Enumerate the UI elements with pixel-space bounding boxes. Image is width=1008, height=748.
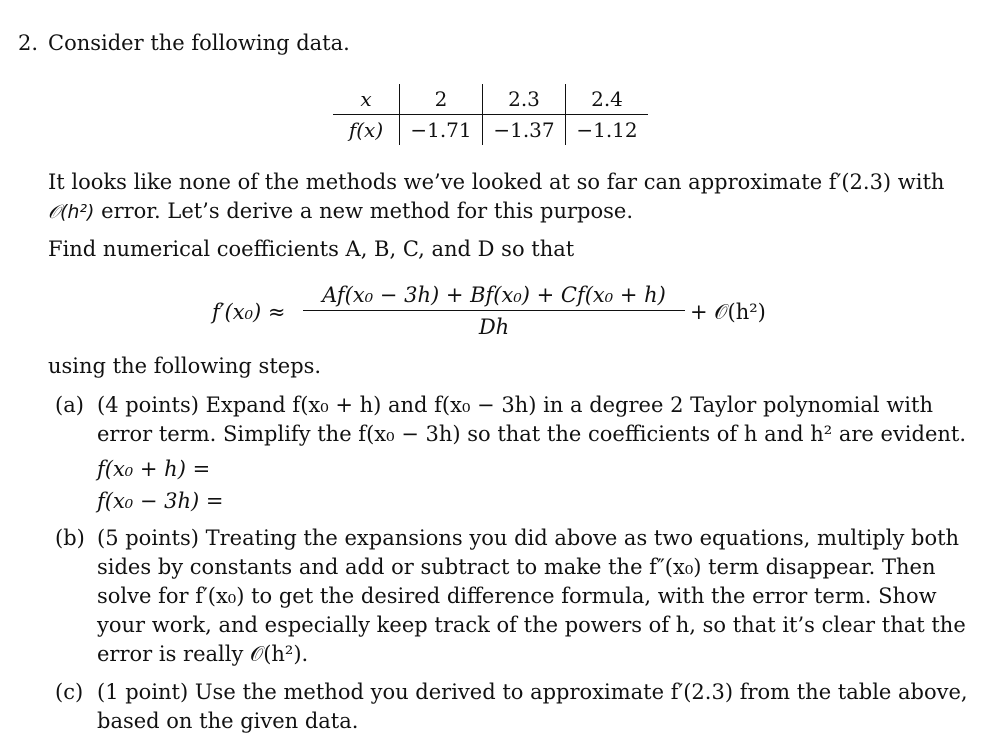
part-a-line: error term. Simplify the f(x₀ − 3h) so that the coefficients of h and h² are evident.: [97, 422, 967, 446]
table-cell: 2.4: [566, 84, 649, 115]
paragraph-line: [48, 197, 633, 227]
table-cell: 2.3: [483, 84, 566, 115]
part-c-line: based on the given data.: [97, 709, 359, 733]
part-b-line: your work, and especially keep track of the powers of h, so that it’s clear that the: [97, 613, 966, 637]
table-row-x: [333, 84, 648, 115]
part-c-line: (1 point) Use the method you derived to approximate f′(2.3) from the table above,: [97, 680, 968, 704]
table-cell: 2: [400, 84, 483, 115]
formula-rhs: + 𝒪(h²): [690, 300, 766, 324]
part-a-line: (4 points) Expand f(x₀ + h) and f(x₀ − 3h) in a degree 2 Taylor polynomial with: [97, 393, 933, 417]
paragraph-text: error. Let’s derive a new method for this purpose.: [94, 199, 634, 223]
table-header-x: x: [333, 84, 400, 115]
formula-denominator: Dh: [478, 315, 510, 339]
table-row-fx: [333, 115, 648, 146]
formula-lhs: f′(x₀) ≈: [212, 300, 286, 324]
part-a-label: (a): [55, 393, 84, 417]
data-table: [333, 84, 648, 145]
problem-intro: Consider the following data.: [48, 31, 350, 55]
formula-fraction: [303, 283, 685, 339]
big-o-error: 𝒪(h²): [48, 201, 95, 223]
part-a-equation: f(x₀ − 3h) =: [97, 489, 224, 513]
problem-number: 2.: [18, 31, 39, 55]
part-c-label: (c): [55, 680, 84, 704]
part-b-line: (5 points) Treating the expansions you did above as two equations, multiply both: [97, 526, 960, 550]
part-b-line: error is really 𝒪(h²).: [97, 642, 309, 666]
formula-numerator: Af(x₀ − 3h) + Bf(x₀) + Cf(x₀ + h): [303, 283, 685, 311]
steps-intro: using the following steps.: [48, 354, 322, 378]
part-b-line: sides by constants and add or subtract to make the f″(x₀) term disappear. Then: [97, 555, 936, 579]
table-cell: −1.37: [483, 115, 566, 146]
table-cell: −1.71: [400, 115, 483, 146]
paragraph-line: Find numerical coefficients A, B, C, and D so that: [48, 237, 575, 261]
part-a-equation: f(x₀ + h) =: [97, 457, 211, 481]
part-b-line: solve for f′(x₀) to get the desired difference formula, with the error term. Show: [97, 584, 937, 608]
table-cell: −1.12: [566, 115, 649, 146]
table-header-fx: f(x): [348, 118, 384, 142]
part-b-label: (b): [55, 526, 85, 550]
paragraph-line: It looks like none of the methods we’ve looked at so far can approximate f′(2.3) with: [48, 170, 945, 194]
